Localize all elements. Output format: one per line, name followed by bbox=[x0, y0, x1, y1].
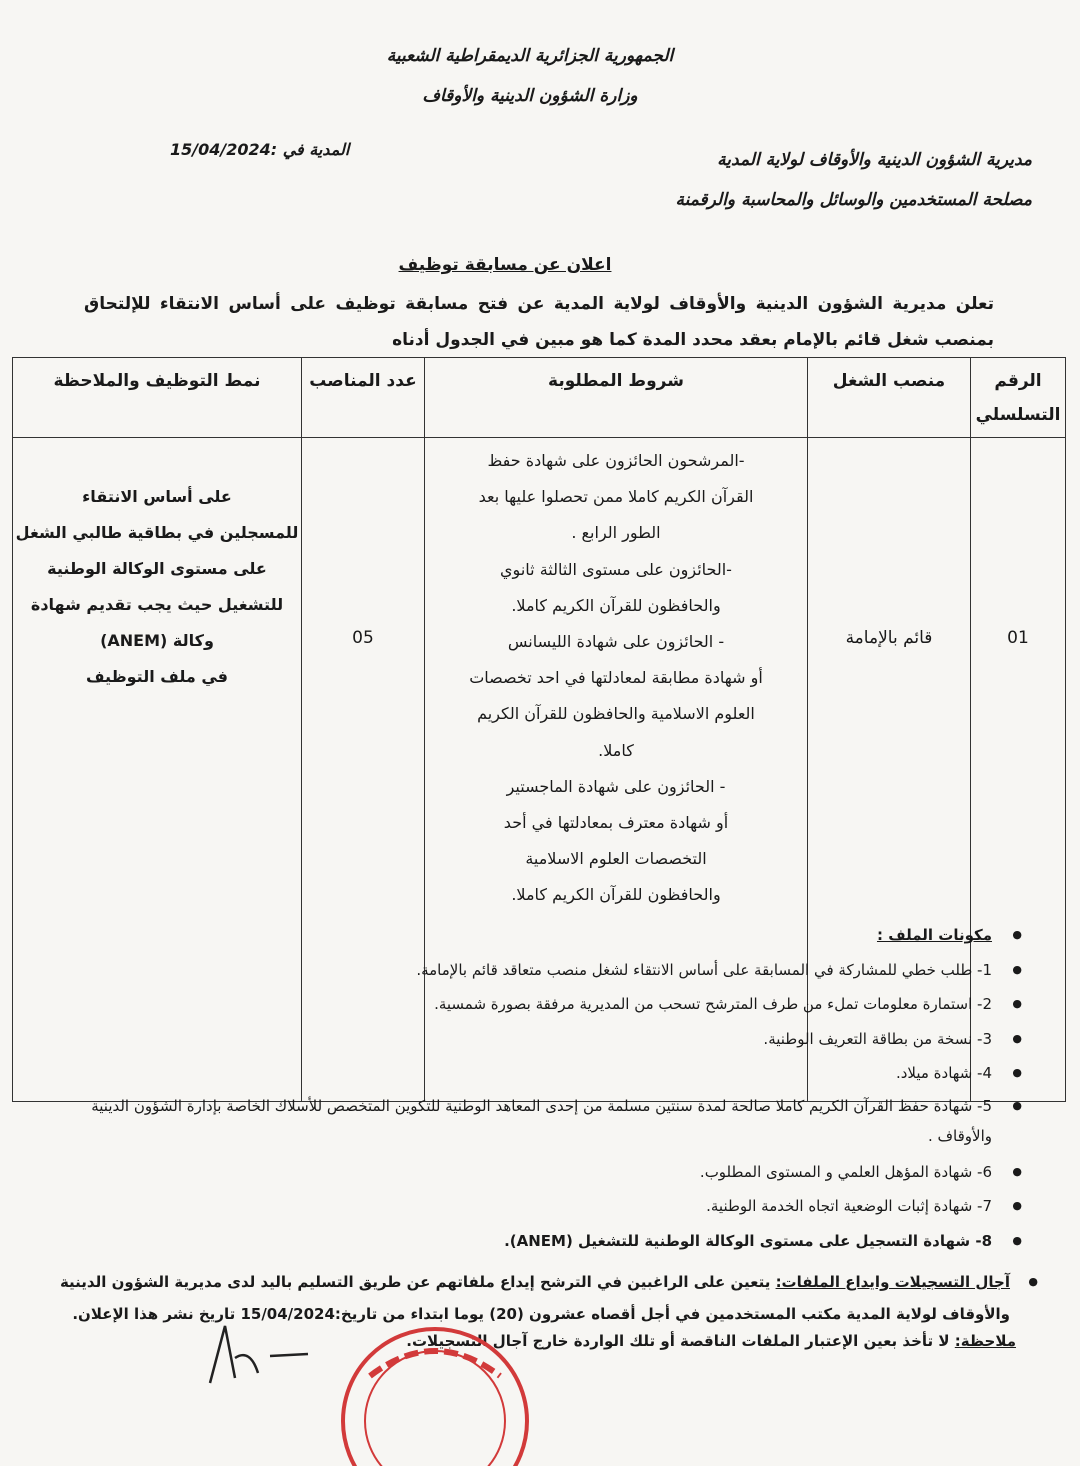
mode-line: على مستوى الوكالة الوطنية bbox=[47, 559, 267, 578]
condition-line: كاملا. bbox=[598, 740, 634, 760]
list-heading: ● مكونات الملف : bbox=[12, 918, 1022, 953]
list-item: ● 8- شهادة التسجيل على مستوى الوكالة الوطنية للتشغيل (ANEM). bbox=[12, 1224, 1022, 1259]
mode-line: للمسجلين في بطاقية طالبي الشغل bbox=[15, 523, 299, 542]
cell-post: قائم بالإمامة bbox=[808, 438, 971, 1102]
mode-line: في ملف التوظيف bbox=[85, 667, 228, 686]
directorate-name: مديرية الشؤون الدينية والأوقاف لولاية المدية bbox=[717, 150, 1032, 170]
ministry-name: وزارة الشؤون الدينية والأوقاف bbox=[422, 86, 638, 106]
intro-paragraph: تعلن مديرية الشؤون الدينية والأوقاف لولاية المدية عن فتح مسابقة توظيف على أساس الانتقاء للإلتحاق بمنصب شغل قائم بالإمام بعقد محدد المدة كما هو مبين في الجدول أدناه bbox=[84, 294, 994, 350]
issuer-block bbox=[472, 140, 1032, 220]
condition-line: الطور الرابع . bbox=[571, 523, 661, 543]
cell-count: 05 bbox=[302, 438, 425, 1102]
file-components-list bbox=[12, 918, 1022, 1258]
condition-line: -المرشحون الحائزون على شهادة حفظ bbox=[487, 451, 745, 470]
announcement-title: اعلان عن مسابقة توظيف bbox=[398, 255, 612, 275]
condition-line: والحافظون للقرآن الكريم كاملا. bbox=[511, 595, 721, 615]
condition-line: - الحائزون على شهادة الماجستير bbox=[506, 776, 726, 796]
header-count: عدد المناصب bbox=[302, 358, 425, 438]
condition-line: والحافظون للقرآن الكريم كاملا. bbox=[511, 885, 721, 905]
mode-line: للتشغيل حيث يجب تقديم شهادة bbox=[30, 595, 284, 614]
list-item: ● 6- شهادة المؤهل العلمي و المستوى المطلوب. bbox=[12, 1155, 1022, 1190]
official-header bbox=[300, 36, 760, 116]
condition-line: أو شهادة معترف بمعادلتها في أحد bbox=[503, 813, 729, 833]
mode-line: وكالة (ANEM) bbox=[100, 631, 214, 650]
list-item: ● 4- شهادة ميلاد. bbox=[12, 1056, 1022, 1091]
signature bbox=[180, 1318, 320, 1388]
list-item: ● 7- شهادة إثبات الوضعية اتجاه الخدمة الوطنية. bbox=[12, 1189, 1022, 1224]
table-header-row bbox=[13, 358, 1066, 438]
header-conditions: شروط المطلوبة bbox=[425, 358, 808, 438]
republic-name: الجمهورية الجزائرية الديمقراطية الشعبية bbox=[386, 46, 674, 66]
cell-serial: 01 bbox=[971, 438, 1066, 1102]
header-mode: نمط التوظيف والملاحظة bbox=[13, 358, 302, 438]
deadline-label: آجال التسجيلات وايداع الملفات: bbox=[775, 1273, 1010, 1291]
condition-line: أو شهادة مطابقة لمعادلتها في احد تخصصات bbox=[469, 668, 763, 688]
mode-line: على أساس الانتقاء bbox=[82, 487, 232, 506]
header-serial: الرقم التسلسلي bbox=[971, 358, 1066, 438]
list-item: ● 3- نسخة من بطاقة التعريف الوطنية. bbox=[12, 1022, 1022, 1057]
service-name: مصلحة المستخدمين والوسائل والمحاسبة والرقمنة bbox=[675, 190, 1032, 210]
list-item: ● 1- طلب خطي للمشاركة في المسابقة على أساس الانتقاء لشغل منصب متعاقد قائم بالإمامة. bbox=[12, 953, 1022, 988]
official-stamp bbox=[330, 1316, 540, 1466]
condition-line: التخصصات العلوم الاسلامية bbox=[525, 849, 707, 869]
list-item: ● 5- شهادة حفظ القرآن الكريم كاملا صالحة لمدة سنتين مسلمة من إحدى المعاهد الوطنية للتكوين المتخصص للأسلاك الخاصة بإدارة الشؤون الدينية والأوقاف . bbox=[12, 1091, 1022, 1151]
condition-line: - الحائزون على شهادة الليسانس bbox=[507, 632, 725, 652]
deadline-text: يتعين على الراغبين في الترشح إيداع ملفاتهم عن طريق التسليم باليد لدى مديرية الشؤون الدينية والأوقاف لولاية المدية مكتب المستخدمين في أجل أقصاه عشرون (20) يوما ابتداء من تاريخ:15/04/2024 تاريخ نشر هذا الإعلان. bbox=[59, 1273, 1010, 1323]
condition-line: -الحائزون على مستوى الثالثة ثانوي bbox=[500, 559, 732, 579]
note-label: ملاحظة: bbox=[954, 1332, 1016, 1350]
condition-line: العلوم الاسلامية والحافظون للقرآن الكريم bbox=[477, 704, 755, 724]
list-item: ● 2- استمارة معلومات تملء من طرف المترشح تسحب من المديرية مرفقة بصورة شمسية. bbox=[12, 987, 1022, 1022]
note-text: لا تأخذ بعين الإعتبار الملفات الناقصة أو تلك الواردة خارج آجال التسجيلات. bbox=[406, 1332, 950, 1350]
place-date: المدية في :15/04/2024 bbox=[170, 140, 350, 159]
condition-line: القرآن الكريم كاملا ممن تحصلوا عليها بعد bbox=[478, 487, 754, 507]
header-post: منصب الشغل bbox=[808, 358, 971, 438]
